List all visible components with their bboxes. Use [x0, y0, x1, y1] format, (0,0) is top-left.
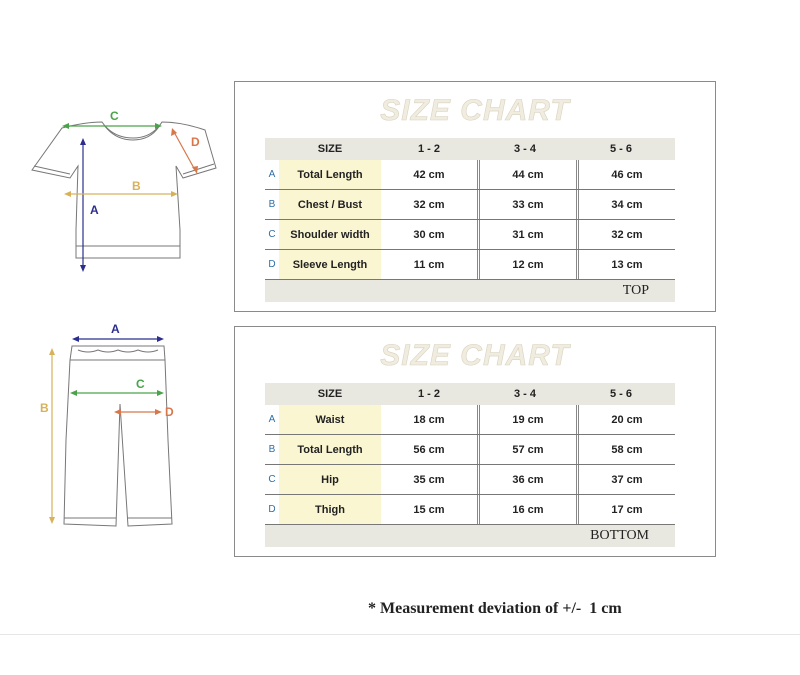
- value-cell: 17 cm: [611, 503, 643, 516]
- value-cell: 32 cm: [611, 228, 643, 241]
- row-letter: C: [268, 229, 276, 240]
- dim-label-c: C: [136, 377, 145, 391]
- header-size-5-6: 5 - 6: [609, 143, 632, 155]
- dimension-b: [64, 179, 178, 197]
- size-chart-title: SIZE CHART: [380, 339, 570, 372]
- value-cell: 12 cm: [480, 250, 579, 279]
- value-cell: 30 cm: [381, 220, 480, 249]
- bottom-garment-diagram: [28, 320, 203, 535]
- header-size: SIZE: [317, 388, 343, 400]
- dimension-a: [80, 138, 99, 272]
- top-size-chart: [234, 81, 716, 312]
- value-cell: 19 cm: [480, 405, 579, 434]
- pants-outline: [64, 346, 172, 526]
- measurement-note: * Measurement deviation of +/- 1 cm: [368, 600, 622, 617]
- dim-label-c: C: [110, 109, 119, 123]
- dimension-b: [40, 348, 55, 524]
- measurement-label: Total Length: [279, 435, 381, 464]
- header-size-1-2: 1 - 2: [417, 143, 440, 155]
- row-letter: A: [268, 169, 276, 180]
- measurement-label: Sleeve Length: [279, 250, 381, 279]
- dimension-d: [171, 128, 200, 174]
- value-cell: 13 cm: [611, 258, 643, 271]
- row-letter: A: [268, 414, 276, 425]
- dimension-d: [114, 405, 174, 419]
- header-size-1-2: 1 - 2: [417, 388, 440, 400]
- table-row: [265, 220, 675, 250]
- table-header-row: [265, 138, 675, 160]
- measurement-label: Thigh: [279, 495, 381, 524]
- table-header-row: [265, 383, 675, 405]
- bottom-size-chart: [234, 326, 716, 557]
- header-size-5-6: 5 - 6: [609, 388, 632, 400]
- value-cell: 56 cm: [381, 435, 480, 464]
- table-row: [265, 435, 675, 465]
- row-letter: B: [268, 444, 276, 455]
- dimension-c: [70, 377, 164, 396]
- chart-footer-top: TOP: [265, 280, 675, 302]
- size-table: [265, 383, 675, 525]
- row-letter: C: [268, 474, 276, 485]
- dim-label-b: B: [40, 401, 49, 415]
- measurement-label: Hip: [279, 465, 381, 494]
- value-cell: 57 cm: [480, 435, 579, 464]
- dim-label-d: D: [191, 135, 200, 149]
- value-cell: 20 cm: [611, 413, 643, 426]
- table-row: [265, 190, 675, 220]
- value-cell: 35 cm: [381, 465, 480, 494]
- size-table: [265, 138, 675, 280]
- measurement-label: Total Length: [279, 160, 381, 189]
- header-size: SIZE: [317, 143, 343, 155]
- table-row: [265, 405, 675, 435]
- table-row: [265, 495, 675, 525]
- value-cell: 46 cm: [611, 168, 643, 181]
- table-row: [265, 160, 675, 190]
- value-cell: 18 cm: [381, 405, 480, 434]
- header-size-3-4: 3 - 4: [513, 143, 536, 155]
- top-garment-diagram: [20, 108, 225, 293]
- value-cell: 37 cm: [611, 473, 643, 486]
- tshirt-outline: [32, 122, 216, 258]
- measurement-label: Shoulder width: [279, 220, 381, 249]
- dimension-c: [62, 109, 162, 129]
- dim-label-b: B: [132, 179, 141, 193]
- dimension-a: [72, 322, 164, 342]
- value-cell: 16 cm: [480, 495, 579, 524]
- divider: [0, 634, 800, 635]
- row-letter: D: [268, 259, 276, 270]
- dim-label-a: A: [90, 203, 99, 217]
- row-letter: D: [268, 504, 276, 515]
- dim-label-d: D: [165, 405, 174, 419]
- value-cell: 15 cm: [381, 495, 480, 524]
- value-cell: 11 cm: [381, 250, 480, 279]
- value-cell: 31 cm: [480, 220, 579, 249]
- measurement-label: Chest / Bust: [279, 190, 381, 219]
- size-chart-title: SIZE CHART: [380, 94, 570, 127]
- table-row: [265, 465, 675, 495]
- value-cell: 36 cm: [480, 465, 579, 494]
- measurement-label: Waist: [279, 405, 381, 434]
- value-cell: 42 cm: [381, 160, 480, 189]
- table-row: [265, 250, 675, 280]
- header-size-3-4: 3 - 4: [513, 388, 536, 400]
- value-cell: 33 cm: [480, 190, 579, 219]
- value-cell: 32 cm: [381, 190, 480, 219]
- value-cell: 34 cm: [611, 198, 643, 211]
- value-cell: 44 cm: [480, 160, 579, 189]
- dim-label-a: A: [111, 322, 120, 336]
- chart-footer-bottom: BOTTOM: [265, 525, 675, 547]
- row-letter: B: [268, 199, 276, 210]
- value-cell: 58 cm: [611, 443, 643, 456]
